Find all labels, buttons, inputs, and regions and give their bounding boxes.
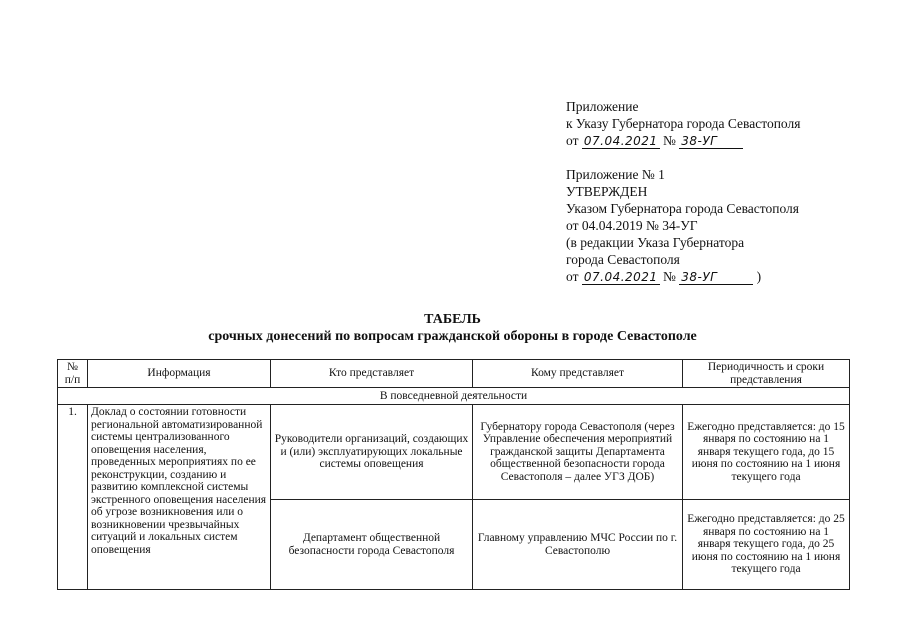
header-period: Периодичность и сроки представления — [683, 360, 850, 388]
header-information: Информация — [88, 360, 271, 388]
title-line-2: срочных донесений по вопросам гражданской обороны в городе Севастополе — [208, 329, 697, 344]
row-who-submits-a: Руководители организаций, создающих и (или) эксплуатирующих локальные системы оповещения — [271, 405, 473, 500]
appendix-number-sign: № — [662, 269, 676, 284]
row-to-whom-b: Главному управлению МЧС России по г. Севастополю — [473, 500, 683, 590]
annex-line-1: Приложение — [566, 99, 639, 114]
appendix-line-2: УТВЕРЖДЕН — [566, 184, 648, 199]
report-table — [57, 359, 850, 590]
appendix-date-handwritten: 07.04.2021 — [583, 270, 658, 284]
appendix-close-paren: ) — [756, 269, 762, 284]
row-information: Доклад о состоянии готовности региональной автоматизированной системы централизованного оповещения населения, проведенных мероприятиях по ее реконструкции, созданию и развитию комплексной системы экстренного оповещения населения об угрозе возникновения или о возникновении чрезвычайных ситуаций и локальных систем оповещения — [88, 405, 271, 590]
table-row — [58, 405, 850, 500]
header-who-submits: Кто представляет — [271, 360, 473, 388]
annex-line-2: к Указу Губернатора города Севастополя — [566, 116, 801, 131]
appendix-line-7 — [566, 268, 800, 285]
annex-line-3 — [566, 132, 800, 149]
document-header — [566, 98, 800, 285]
table-header-row — [58, 360, 850, 388]
row-number: 1. — [58, 405, 88, 590]
title-line-1: ТАБЕЛЬ — [424, 312, 481, 327]
section-row — [58, 388, 850, 405]
annex-number-sign: № — [662, 133, 676, 148]
header-to-whom: Кому представляет — [473, 360, 683, 388]
appendix-line-1: Приложение № 1 — [566, 167, 665, 182]
appendix-date-prefix: от — [566, 269, 579, 284]
appendix-number-handwritten: 38-УГ — [679, 271, 753, 285]
appendix-line-4: от 04.04.2019 № 34-УГ — [566, 218, 698, 233]
row-to-whom-a: Губернатору города Севастополя (через Управление обеспечения мероприятий гражданской защиты Департамента общественной безопасности города Севастополя – далее УГЗ ДОБ) — [473, 405, 683, 500]
annex-date-prefix: от — [566, 133, 579, 148]
appendix-line-3: Указом Губернатора города Севастополя — [566, 201, 799, 216]
document-title — [0, 311, 905, 345]
annex-date-handwritten: 07.04.2021 — [583, 134, 658, 148]
annex-number-handwritten: 38-УГ — [679, 135, 743, 149]
section-title: В повседневной деятельности — [58, 388, 850, 405]
row-who-submits-b: Департамент общественной безопасности города Севастополя — [271, 500, 473, 590]
header-number: № п/п — [58, 360, 88, 388]
row-period-b: Ежегодно представляется: до 25 января по состоянию на 1 января текущего года, до 25 июня по состоянию на 1 июня текущего года — [683, 500, 850, 590]
appendix-line-6: города Севастополя — [566, 252, 680, 267]
row-period-a: Ежегодно представляется: до 15 января по состоянию на 1 января текущего года, до 15 июня по состоянию на 1 июня текущего года — [683, 405, 850, 500]
appendix-line-5: (в редакции Указа Губернатора — [566, 235, 745, 250]
